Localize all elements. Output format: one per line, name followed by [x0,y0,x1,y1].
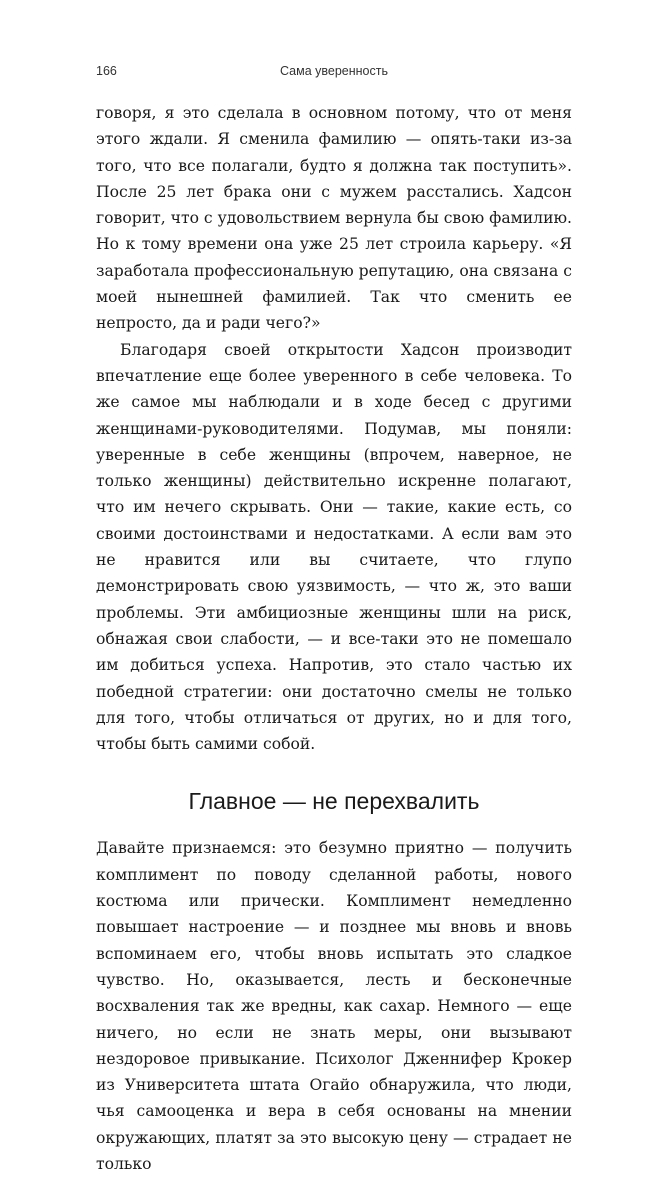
paragraph: Давайте признаемся: это безумно приятно — получить комплимент по поводу сделанной работы, нового костюма или прически. Комплимент немедленно повышает настроение — и позднее мы вновь и вновь вспоминаем его, чтобы вновь испытать это сладкое чувство. Но, оказывается, лесть и бесконечные восхваления так же вредны, как сахар. Немного — еще ничего, но если не знать меры, они вызывают нездоровое привыкание. Психолог Дженнифер Крокер из Университета штата Огайо обнаружила, что люди, чья самооценка и вера в себя основаны на мнении окружающих, платят за это высокую цену — страдает не только [96,839,572,1173]
paragraph-continuation: говоря, я это сделала в основном потому, что от меня этого ждали. Я сменила фамилию — опять-таки из-за того, что все полагали, будто я должна так поступить». После 25 лет брака они с мужем расстались. Хадсон говорит, что с удовольствием вернула бы свою фамилию. Но к тому времени она уже 25 лет строила карьеру. «Я заработала профессиональную репутацию, она связана с моей нынешней фамилией. Так что сменить ее непросто, да и ради чего?» [96,104,572,333]
page-number: 166 [96,64,117,78]
paragraph: Благодаря своей открытости Хадсон производит впечатление еще более уверенного в себе человека. То же самое мы наблюдали и в ходе бесед с другими женщинами-руководителями. Подумав, мы поняли: уверенные в себе женщины (впрочем, наверное, не только женщины) действительно искренне полагают, что им нечего скрывать. Они — такие, какие есть, со своими достоинствами и недостатками. А если вам это не нравится или вы считаете, что глупо демонстрировать свою уязвимость, — что ж, это ваши проблемы. Эти амбициозные женщины шли на риск, обнажая свои слабости, — и все-таки это не помешало им добиться успеха. Напротив, это стало частью их победной стратегии: они достаточно смелы не только для того, чтобы отличаться от других, но и для того, чтобы быть самими собой. [96,340,572,754]
running-head [96,64,572,82]
section-heading: Главное — не перехвалить [188,788,480,815]
running-title: Сама уверенность [280,64,388,78]
text-column [96,100,572,1177]
